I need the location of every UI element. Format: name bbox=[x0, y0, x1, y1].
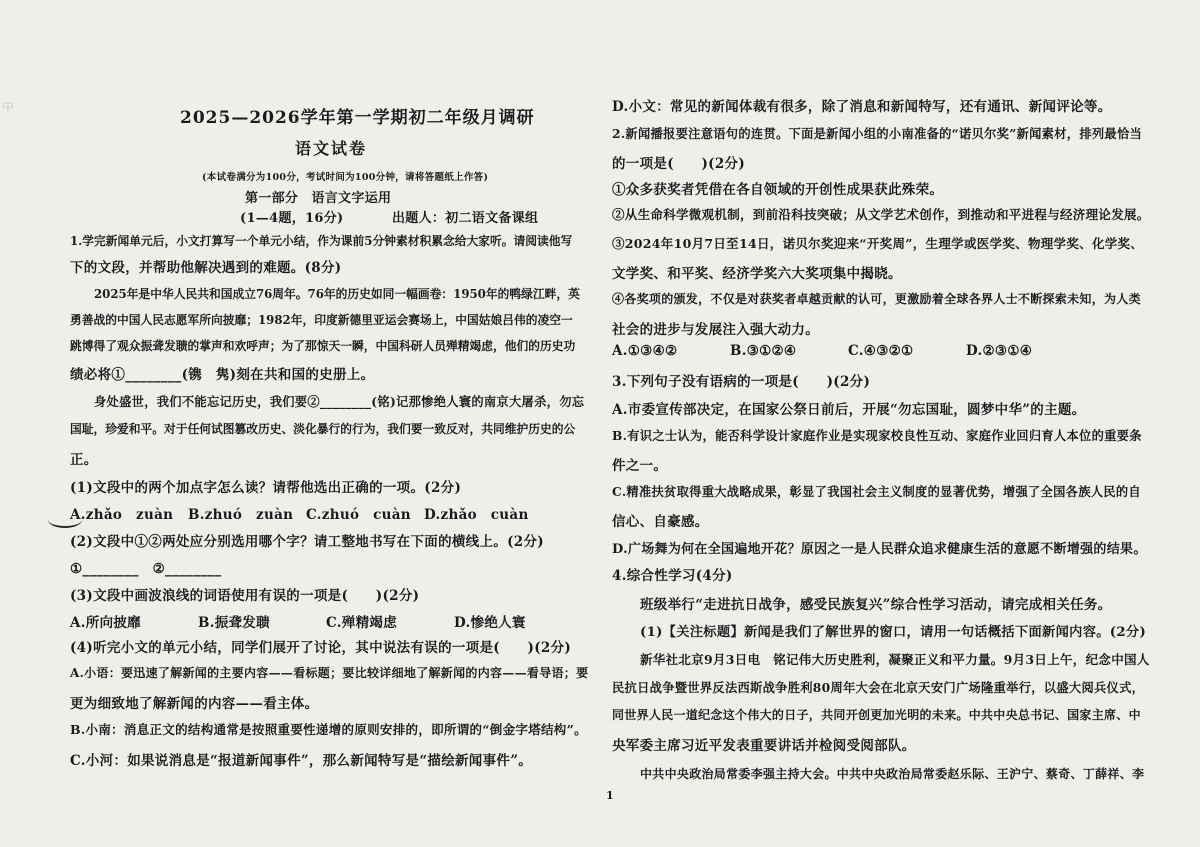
q2-sentence: ④各奖项的颁发，不仅是对获奖者卓越贡献的认可，更激励着全球各界人士不断探索未知，为人类 bbox=[612, 292, 1141, 306]
q1-sub3: (3)文段中画波浪线的词语使用有误的一项是( )(2分) bbox=[70, 588, 420, 604]
q3-option-d[interactable]: D.广场舞为何在全国遍地开花？原因之一是人民群众追求健康生活的意愿不断增强的结果。 bbox=[612, 542, 1147, 557]
option-a[interactable]: A.所向披靡 bbox=[70, 615, 141, 631]
q1-stem-line: 1.学完新闻单元后，小文打算写一个单元小结，作为课前5分钟素材积累念给大家听。请阅读他写 bbox=[70, 234, 573, 248]
option-b[interactable]: B.zhuó zuàn bbox=[188, 507, 294, 523]
option-c[interactable]: C.zhuó cuàn bbox=[306, 507, 411, 523]
q3-option-b-cont: 件之一。 bbox=[612, 458, 668, 474]
passage-line: 身处盛世，我们不能忘记历史，我们要②________(铭)记那惨绝人寰的南京大屠杀，勿忘 bbox=[94, 394, 585, 409]
news-line: 同世界人民一道纪念这个伟大的日子，共同开创更加光明的未来。中共中央总书记、国家主席、中 bbox=[612, 708, 1141, 722]
question-setter: 出题人：初二语文备课组 bbox=[392, 211, 539, 226]
q2-sentence: ①众多获奖者凭借在各自领域的开创性成果获此殊荣。 bbox=[612, 182, 944, 198]
question-range: (1—4题，16分) bbox=[240, 211, 344, 226]
q1-sub1-options bbox=[70, 503, 542, 523]
q1-sub4-option-d[interactable]: D.小文：常见的新闻体裁有很多，除了消息和新闻特写，还有通讯、新闻评论等。 bbox=[612, 99, 1112, 115]
passage-line: 勇善战的中国人民志愿军所向披靡；1982年，印度新德里亚运会赛场上，中国姑娘吕伟的凌空一 bbox=[70, 313, 573, 327]
part-title: 第一部分 语言文字运用 bbox=[245, 191, 392, 206]
option-c[interactable]: C.殚精竭虑 bbox=[326, 615, 398, 631]
exam-notice: (本试卷满分为100分，考试时间为100分钟，请将答题纸上作答) bbox=[202, 172, 489, 183]
passage-line: 绩必将①________(镌 隽)刻在共和国的史册上。 bbox=[70, 367, 375, 383]
q4-sub1: (1)【关注标题】新闻是我们了解世界的窗口，请用一句话概括下面新闻内容。(2分) bbox=[640, 625, 1147, 640]
passage-line: 跳博得了观众振聋发聩的掌声和欢呼声；为了那惊天一瞬，中国科研人员殚精竭虑，他们的历史功 bbox=[70, 339, 576, 353]
option-d[interactable]: D.惨绝人寰 bbox=[454, 615, 526, 631]
q3-option-b[interactable]: B.有识之士认为，能否科学设计家庭作业是实现家校良性互动、家庭作业回归育人本位的重要条 bbox=[612, 428, 1142, 443]
q2-stem: 的一项是( )(2分) bbox=[612, 156, 746, 172]
q1-sub4-option-a-cont: 更为细致地了解新闻的内容——看主体。 bbox=[70, 696, 319, 712]
option-d[interactable]: D.②③①④ bbox=[966, 343, 1033, 359]
news-line: 央军委主席习近平发表重要讲话并检阅受阅部队。 bbox=[612, 738, 916, 754]
q2-sentence: 社会的进步与发展注入强大动力。 bbox=[612, 322, 819, 338]
exam-title: 2025—2026学年第一学期初二年级月调研 bbox=[180, 108, 535, 128]
passage-line: 2025年是中华人民共和国成立76周年。76年的历史如同一幅画卷：1950年的鸭绿江畔，英 bbox=[94, 287, 580, 301]
q1-sub2: (2)文段中①②两处应分别选用哪个字？请工整地书写在下面的横线上。(2分) bbox=[70, 534, 544, 550]
q1-sub2-blanks[interactable]: ①________ ②________ bbox=[70, 561, 222, 577]
option-d[interactable]: D.zhǎo cuàn bbox=[424, 507, 529, 523]
option-a[interactable]: A.zhǎo zuàn bbox=[70, 507, 174, 523]
page-number: 1 bbox=[606, 789, 614, 802]
q1-sub1: (1)文段中的两个加点字怎么读？请帮他选出正确的一项。(2分) bbox=[70, 480, 462, 496]
option-a[interactable]: A.①③④② bbox=[612, 343, 678, 359]
q1-sub4-option-b[interactable]: B.小南：消息正文的结构通常是按照重要性递增的原则安排的，即所谓的“倒金字塔结构”。 bbox=[70, 722, 587, 737]
q1-sub4-option-a[interactable]: A.小语：要迅速了解新闻的主要内容——看标题；要比较详细地了解新闻的内容——看导语；要 bbox=[70, 666, 589, 680]
q4-stem: 4.综合性学习(4分) bbox=[612, 568, 733, 584]
q3-stem: 3.下列句子没有语病的一项是( )(2分) bbox=[612, 374, 871, 390]
q2-options bbox=[612, 343, 1084, 359]
q1-stem-line: 下的文段，并帮助他解决遇到的难题。(8分) bbox=[70, 260, 342, 276]
news-line: 新华社北京9月3日电 铭记伟大历史胜利，凝聚正义和平力量。9月3日上午，纪念中国人 bbox=[640, 652, 1150, 667]
news-line: 民抗日战争暨世界反法西斯战争胜利80周年大会在北京天安门广场隆重举行，以盛大阅兵仪式， bbox=[612, 680, 1145, 695]
q3-option-c[interactable]: C.精准扶贫取得重大战略成果，彰显了我国社会主义制度的显著优势，增强了全国各族人民的自 bbox=[612, 484, 1141, 499]
q1-sub4-option-c[interactable]: C.小河：如果说消息是“报道新闻事件”，那么新闻特写是“描绘新闻事件”。 bbox=[70, 753, 533, 769]
pen-mark bbox=[48, 512, 82, 528]
q3-option-c-cont: 信心、自豪感。 bbox=[612, 514, 709, 530]
passage-line: 国耻，珍爱和平。对于任何试图篡改历史、淡化暴行的行为，我们要一致反对，共同维护历史的公 bbox=[70, 422, 576, 436]
option-b[interactable]: B.③①②④ bbox=[730, 343, 797, 359]
q2-sentence: ③2024年10月7日至14日，诺贝尔奖迎来“开奖周”，生理学或医学奖、物理学奖、化学奖、 bbox=[612, 236, 1144, 251]
bleed-through-text: 中 bbox=[2, 100, 27, 114]
q1-sub4: (4)听完小文的单元小结，同学们展开了讨论，其中说法有误的一项是( )(2分) bbox=[70, 640, 572, 656]
option-c[interactable]: C.④③②① bbox=[848, 343, 914, 359]
q2-sentence: ②从生命科学微观机制，到前沿科技突破；从文学艺术创作，到推动和平进程与经济理论发展。 bbox=[612, 207, 1150, 222]
passage-line: 正。 bbox=[70, 452, 98, 468]
option-b[interactable]: B.振聋发聩 bbox=[198, 615, 270, 631]
exam-subtitle: 语文试卷 bbox=[295, 139, 368, 158]
news-line: 中共中央政治局常委李强主持大会。中共中央政治局常委赵乐际、王沪宁、蔡奇、丁薛祥、李 bbox=[640, 767, 1145, 781]
q3-option-a[interactable]: A.市委宣传部决定，在国家公祭日前后，开展“勿忘国耻，圆梦中华”的主题。 bbox=[612, 402, 1086, 418]
q1-sub3-options bbox=[70, 611, 582, 631]
q2-stem: 2.新闻播报要注意语句的连贯。下面是新闻小组的小南准备的“诺贝尔奖”新闻素材，排列最恰当 bbox=[612, 126, 1143, 141]
q2-sentence: 文学奖、和平奖、经济学奖六大奖项集中揭晓。 bbox=[612, 266, 902, 282]
q4-intro: 班级举行“走进抗日战争，感受民族复兴”综合性学习活动，请完成相关任务。 bbox=[640, 597, 1112, 613]
